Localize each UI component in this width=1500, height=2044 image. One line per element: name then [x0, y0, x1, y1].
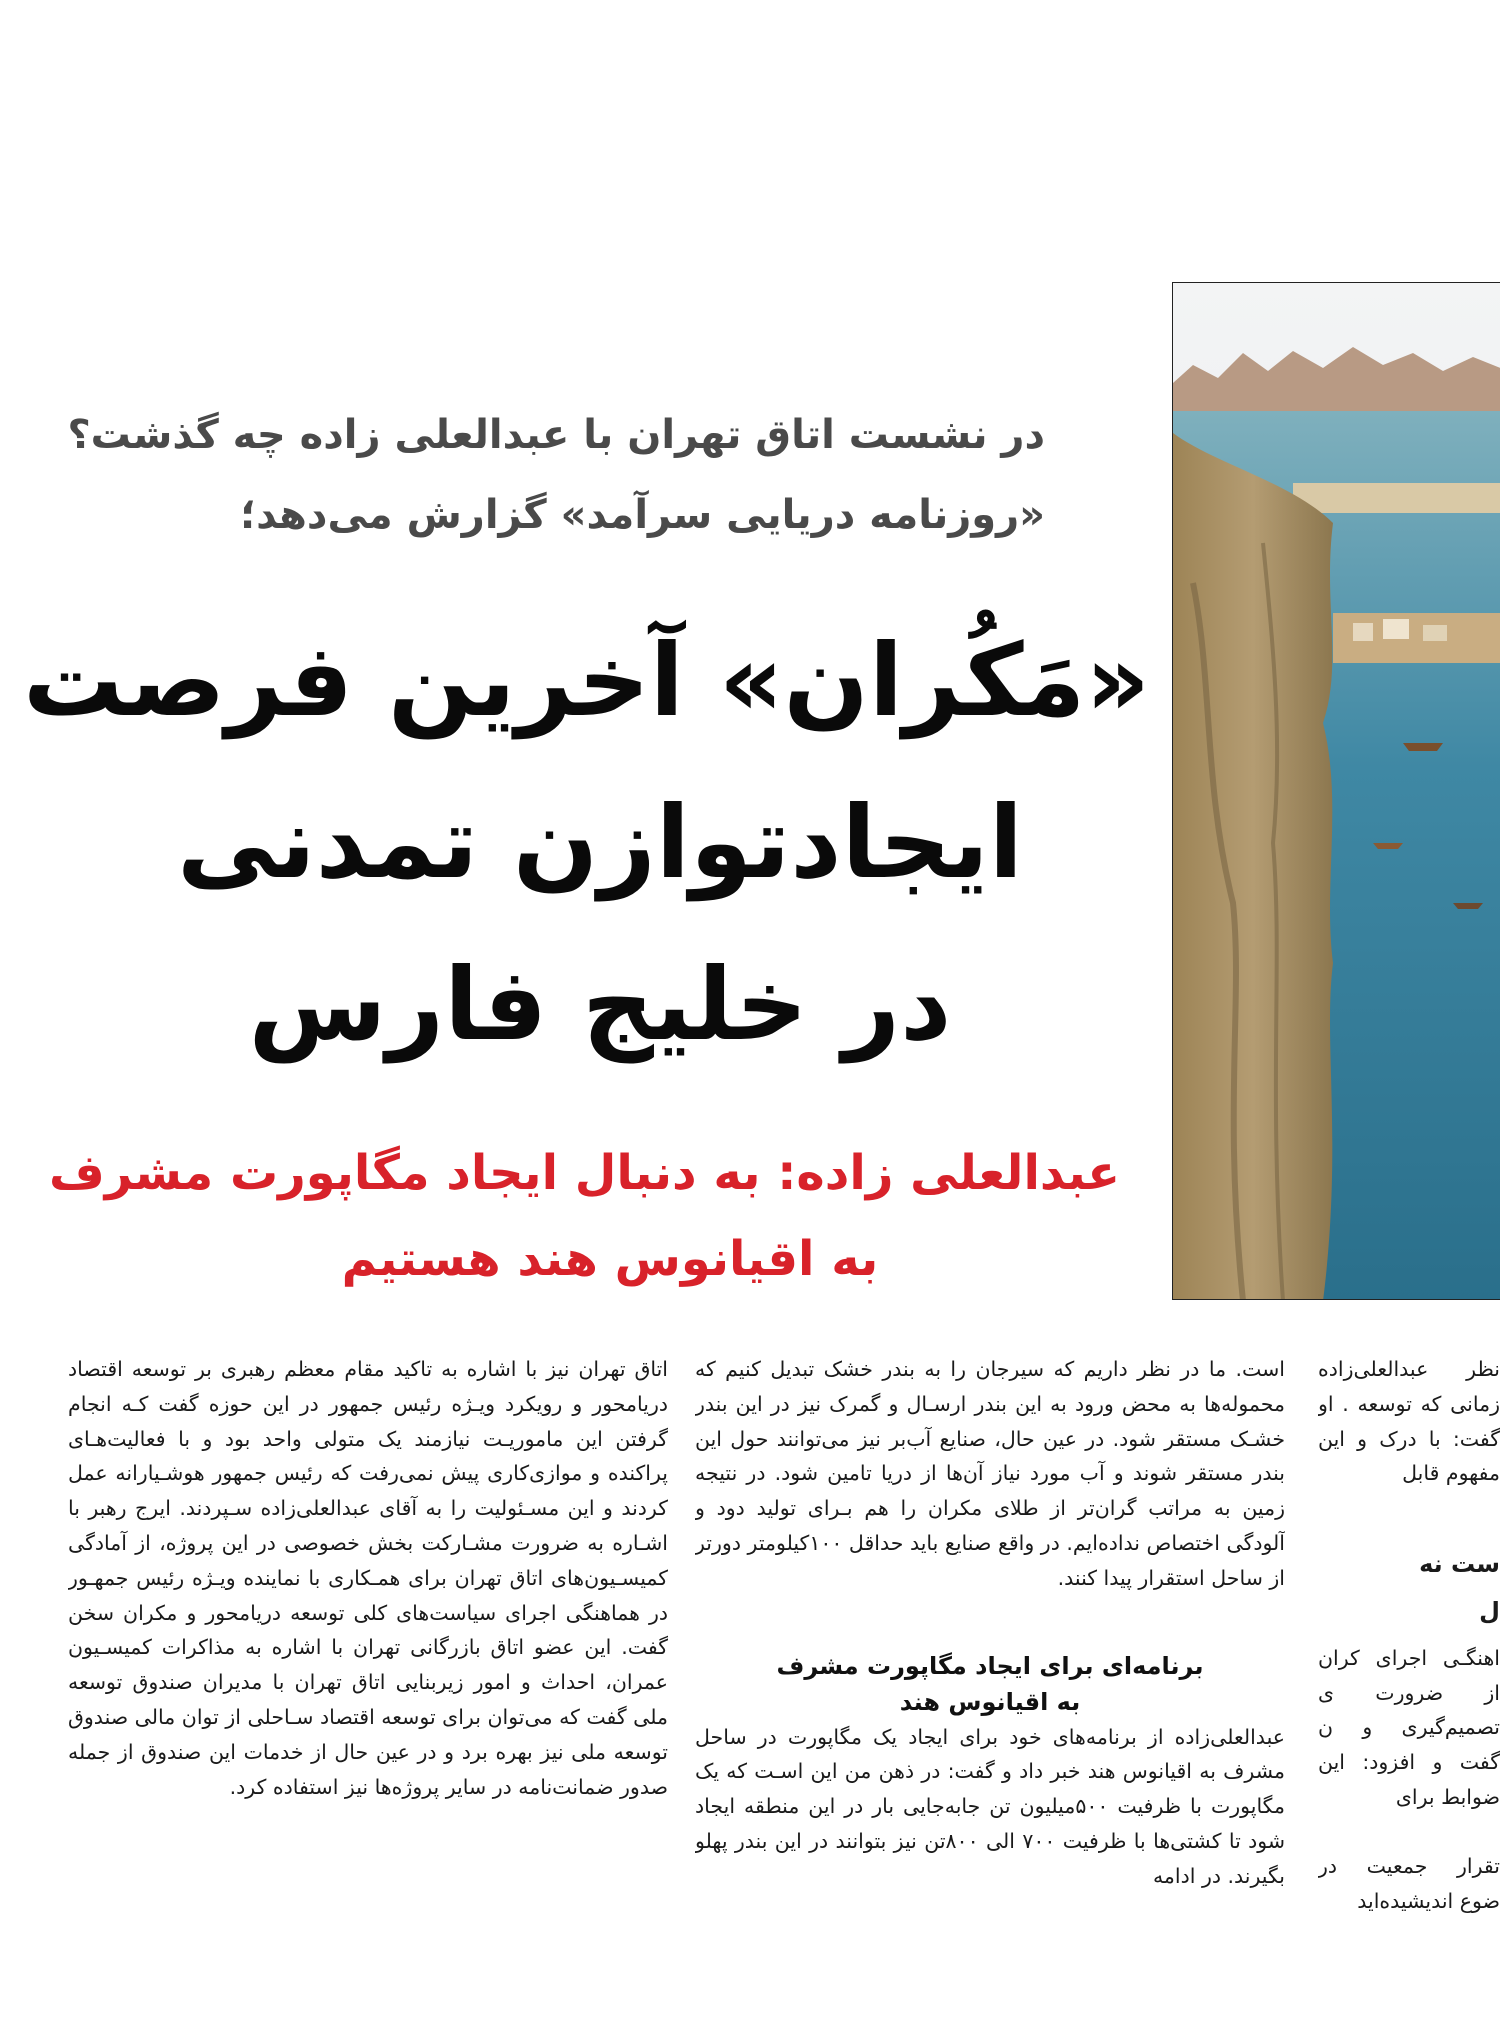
article-photo [1172, 282, 1500, 1300]
headline-line-2: ایجادتوازن تمدنی [176, 784, 1024, 901]
coastal-harbor-image [1173, 283, 1500, 1300]
kicker-line-1: در نشست اتاق تهران با عبدالعلی زاده چه گذشت؟ [67, 412, 1045, 458]
subheadline-line-1: عبدالعلی زاده: به دنبال ایجاد مگاپورت مشرف [49, 1145, 1120, 1201]
headline-line-1: «مَکُران» آخرین فرصت [22, 622, 1150, 739]
headline [22, 600, 1150, 1086]
body-paragraph-fragment: اهنگـی اجرای کران از ضرورت ی تصمیم‌گیری و ن گفت و افزود: این ضوابط برای [1318, 1645, 1500, 1809]
section-title-fragment: ست نه [1419, 1550, 1500, 1579]
body-paragraph: است. ما در نظر داریم که سیرجان را به بندر خشک تبدیل کنیم که محموله‌ها به محض ورود به این بندر ارسـال و گمرک نیز در این بندر خشـک مستقر شود. در عین حال، صنایع آب‌بر نیز می‌توانند حول این بندر مستقر شوند و آب مورد نیاز آن‌ها از دریا تامین شود. در نتیجه زمین به مراتب گران‌تر از طلای مکران را هم بـرای تولید دود و آلودگی اختصاص نداده‌ایم. در واقع صنایع باید حداقل ۱۰۰کیلومتر دورتر از ساحل استقرار پیدا کنند. [695, 1357, 1285, 1590]
body-paragraph: عبدالعلی‌زاده از برنامه‌های خود برای ایجاد یک مگاپورت در ساحل مشرف به اقیانوس هند خبر داد و گفت: در ذهن من این اسـت که یک مگاپورت با ظرفیت ۵۰۰میلیون تن جابه‌جایی بار در این منطقه ایجاد شود تا کشتی‌ها با ظرفیت ۷۰۰ الی ۸۰۰تن نیز بتوانند در این بندر پهلو بگیرند. در ادامه [695, 1724, 1285, 1888]
body-column-right-cropped [1318, 1352, 1500, 2044]
subheadline [49, 1130, 1120, 1302]
subheadline-line-2: به اقیانوس هند هستیم [341, 1231, 879, 1287]
section-title-line-1: برنامه‌ای برای ایجاد مگاپورت مشرف [776, 1651, 1204, 1680]
section-title [695, 1648, 1285, 1720]
kicker-line-2: «روزنامه دریایی سرآمد» گزارش می‌دهد؛ [240, 492, 1045, 538]
body-column-middle [695, 1352, 1285, 2044]
headline-line-3: در خلیج فارس [248, 946, 952, 1063]
body-column-left [68, 1352, 668, 2032]
body-paragraph-fragment: نظر عبدالعلی‌زاده زمانی که توسعه . او گفت: با درک و این مفهوم قابل [1318, 1357, 1500, 1486]
section-title-line-2: به اقیانوس هند [899, 1687, 1081, 1716]
section-title-fragment: ل [1479, 1596, 1500, 1625]
body-paragraph: اتاق تهران نیز با اشاره به تاکید مقام معظم رهبری بر توسعه اقتصاد دریامحور و رویکرد ویـژه رئیس جمهور در این حوزه گفت کـه انجام گرفتن این ماموریـت نیازمند یک متولی واحد بود و با فعالیت‌هـای پراکنده و موازی‌کاری پیش نمی‌رفت که رئیس جمهور هوشـیارانه عمل کردند و این مسـئولیت را به آقای عبدالعلی‌زاده سـپردند. ایرج رهبر با اشـاره به ضرورت مشـارکت بخش خصوصی در این پروژه، از آمادگی کمیسـیون‌های اتاق تهران برای همـکاری با نماینده ویـژه رئیس جمهـور در هماهنگی اجرای سیاست‌های کلی توسعه دریامحور و مکران سخن گفت. این عضو اتاق بازرگانی تهران با اشاره به مذاکرات کمیسـیون عمران، احداث و امور زیربنایی اتاق تهران با مدیران صندوق توسعه ملی گفت که می‌توان برای توسعه اقتصاد سـاحلی از توان مالی صندوق توسعه ملی نیز بهره برد و در عین حال از خدمات این صندوق از جمله صدور ضمانت‌نامه در سایر پروژه‌ها نیز استفاده کرد. [68, 1357, 668, 1799]
body-paragraph-fragment: تقرار جمعیت در ضوع اندیشیده‌اید [1318, 1853, 1500, 1913]
